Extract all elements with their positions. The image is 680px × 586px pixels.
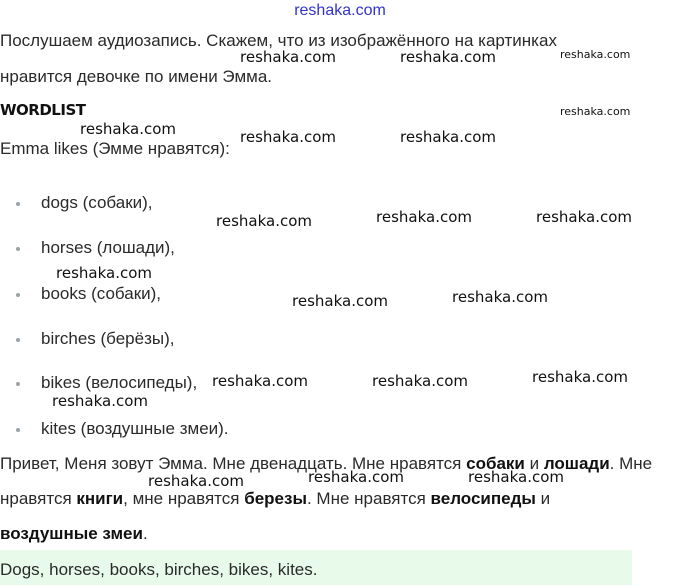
list-item-text: bikes (велосипеды), [41,373,198,392]
list-item-text: birches (берёзы), [41,329,175,348]
watermark: reshaka.com [292,292,388,310]
wordlist-heading: WORDLIST [0,101,86,119]
bullet-icon [16,428,20,432]
watermark: reshaka.com [56,264,152,282]
wordlist-intro: Emma likes (Эмме нравятся): [0,139,230,158]
watermark: reshaka.com [80,120,176,138]
watermark: reshaka.com [452,288,548,306]
bullet-icon [16,247,20,251]
watermark: reshaka.com [148,472,244,490]
list-item-text: dogs (собаки), [41,193,153,212]
watermark: reshaka.com [376,208,472,226]
top-watermark: reshaka.com [294,2,386,19]
bullet-icon [16,382,20,386]
list-item-text: books (собаки), [41,284,162,303]
bullet-icon [16,338,20,342]
answer-text: Dogs, horses, books, birches, bikes, kites. [0,560,318,579]
bullet-icon [16,202,20,206]
intro-line-2: нравится девочке по имени Эмма. [0,67,273,86]
watermark: reshaka.com [400,128,496,146]
watermark: reshaka.com [560,105,631,118]
watermark: reshaka.com [400,48,496,66]
watermark: reshaka.com [560,48,631,61]
watermark: reshaka.com [532,368,628,386]
story-line-1: Привет, Меня зовут Эмма. Мне двенадцать. Мне нравятся собаки и лошади. Мне [0,454,653,473]
list-item-text: kites (воздушные змеи). [41,419,229,438]
watermark: reshaka.com [308,468,404,486]
watermark: reshaka.com [468,468,564,486]
watermark: reshaka.com [372,372,468,390]
story-line-3: воздушные змеи. [0,524,148,543]
bullet-icon [16,293,20,297]
list-item-text: horses (лошади), [41,238,175,257]
watermark: reshaka.com [212,372,308,390]
watermark: reshaka.com [536,208,632,226]
watermark: reshaka.com [240,128,336,146]
story-line-2: нравятся книги, мне нравятся березы. Мне нравятся велосипеды и [0,489,551,508]
intro-line-1: Послушаем аудиозапись. Скажем, что из изображённого на картинках [0,31,557,50]
watermark: reshaka.com [52,392,148,410]
watermark: reshaka.com [216,212,312,230]
watermark: reshaka.com [240,48,336,66]
